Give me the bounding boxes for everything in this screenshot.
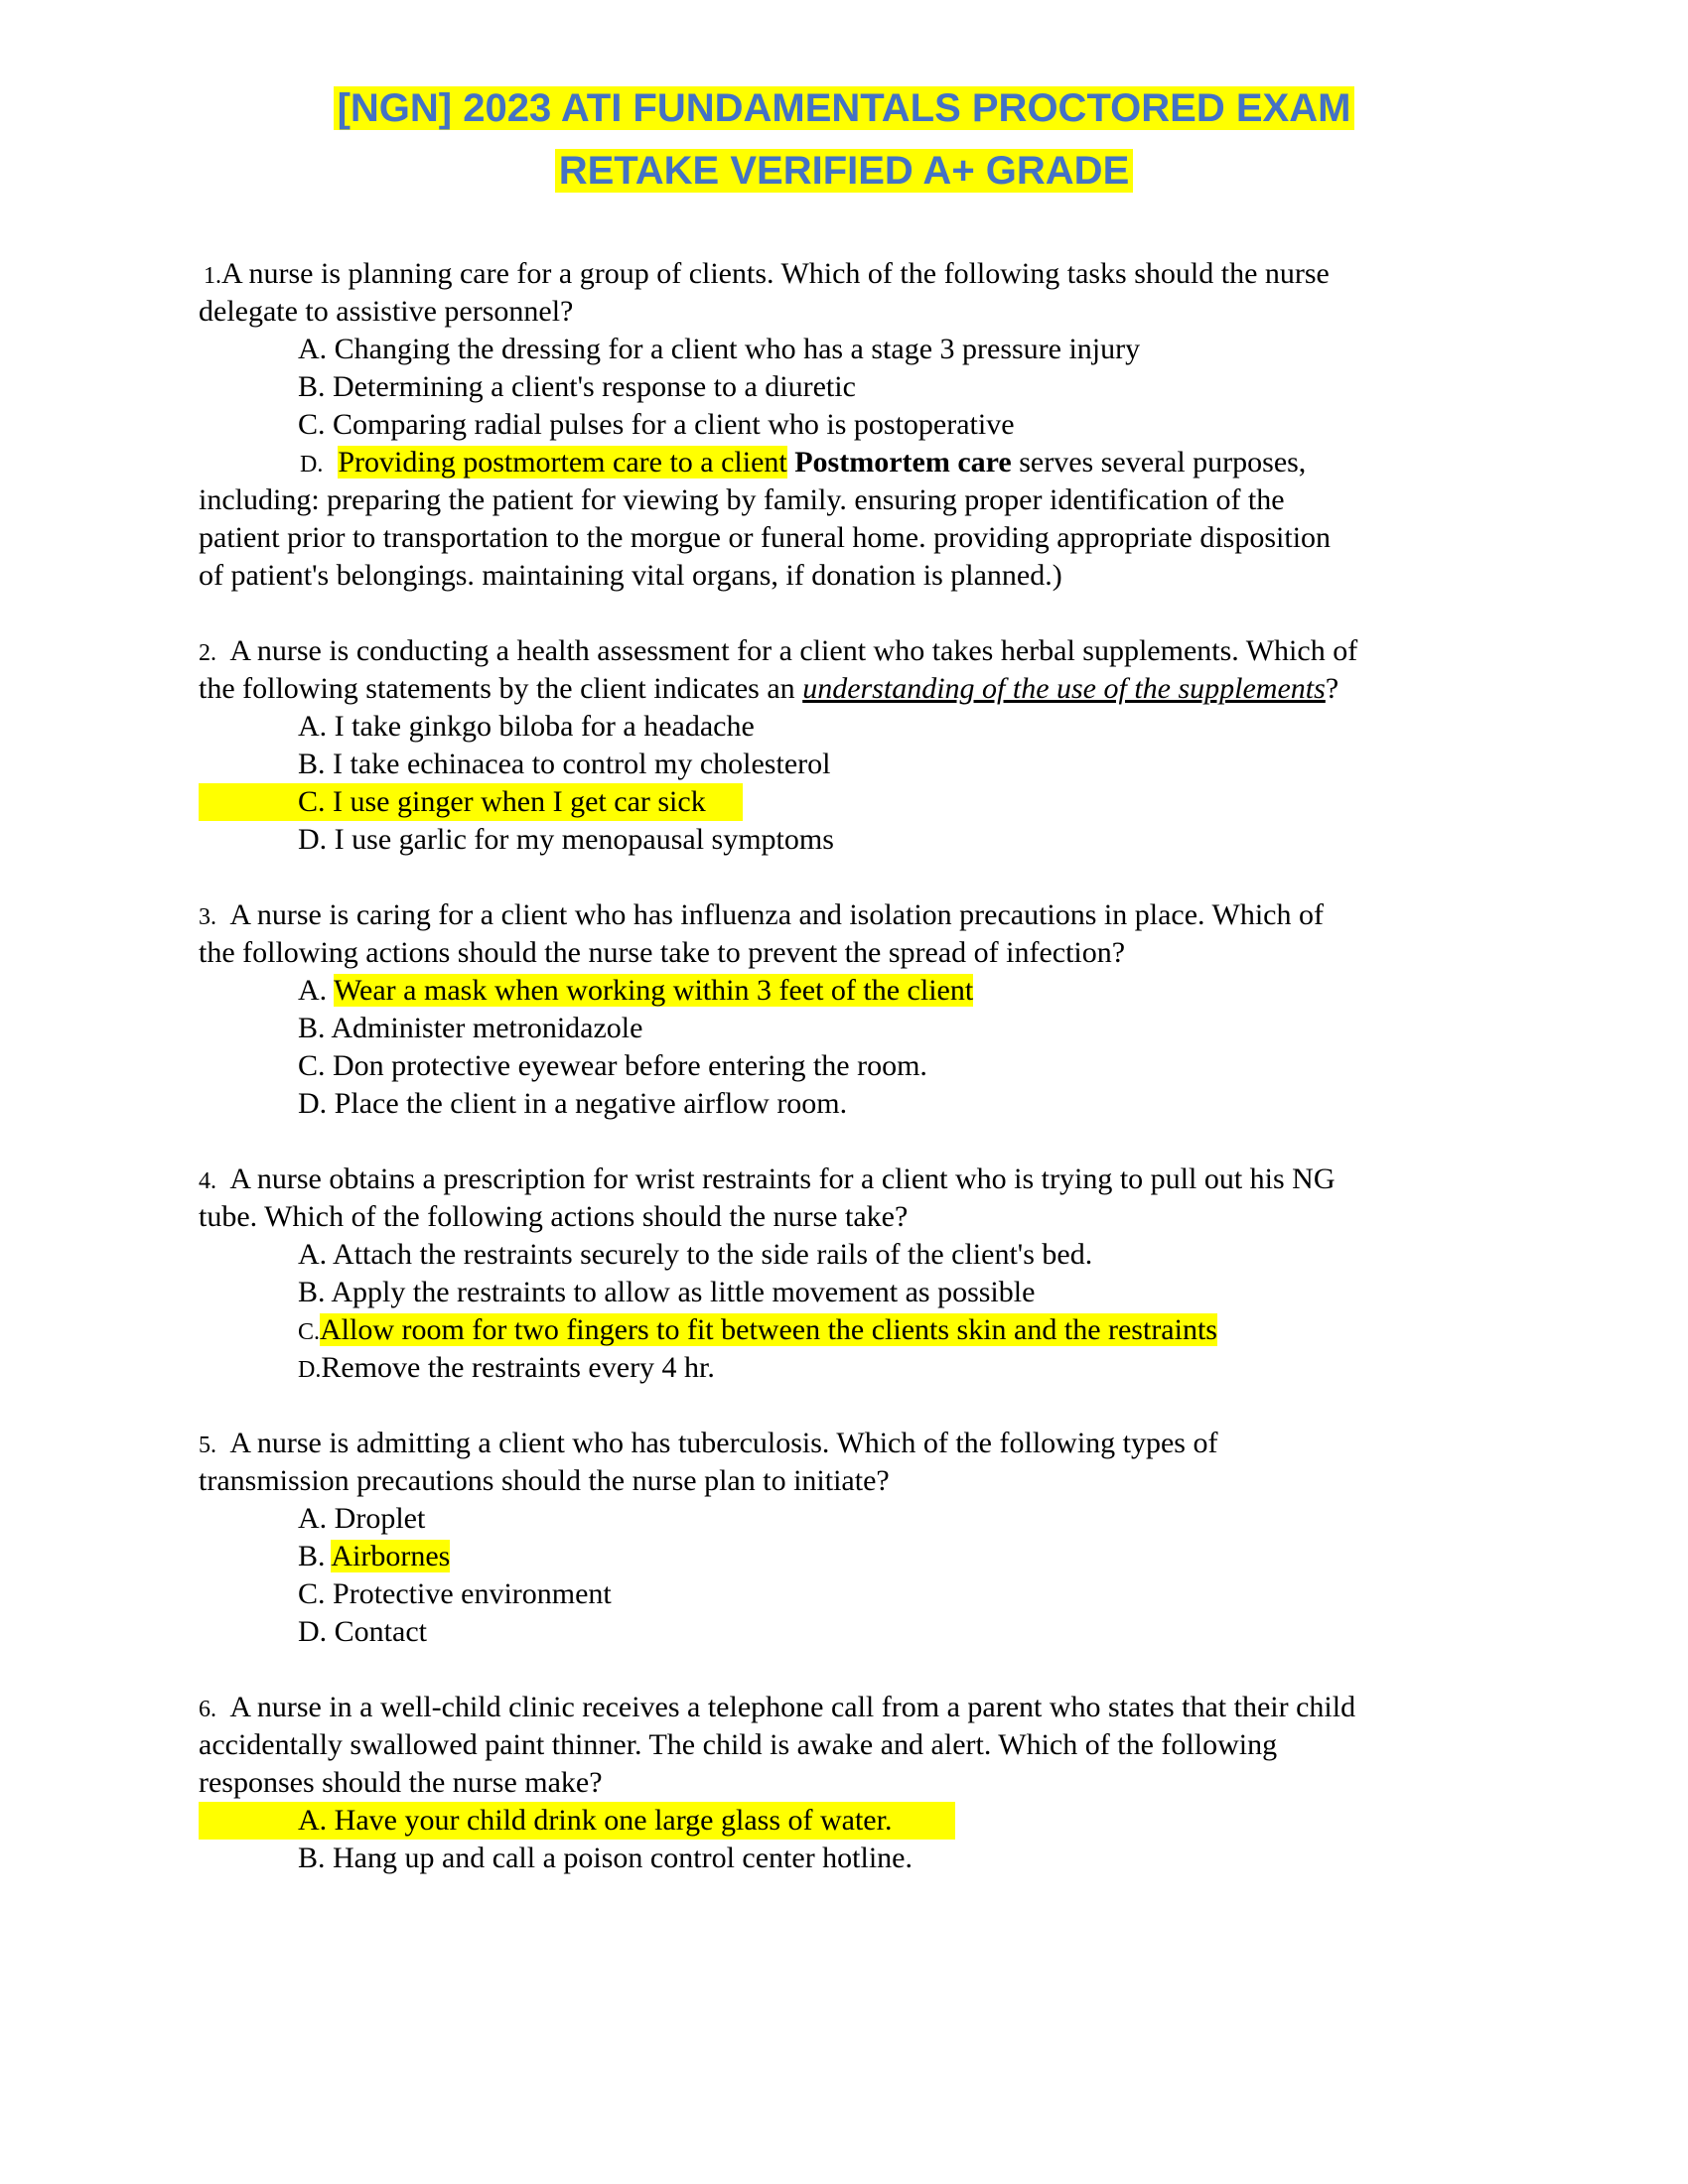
q1-option-d: D. Providing postmortem care to a client Postmortem care serves several purposes, [300, 446, 1307, 478]
q4-option-b: B. Apply the restraints to allow as little movement as possible [298, 1276, 1036, 1308]
q4-stem-line-1: 4. A nurse obtains a prescription for wrist restraints for a client who is trying to pull out his NG [199, 1162, 1336, 1195]
q1-option-b: B. Determining a client's response to a diuretic [298, 370, 856, 403]
q4-option-a: A. Attach the restraints securely to the side rails of the client's bed. [298, 1238, 1093, 1271]
q1-stem-line-2: delegate to assistive personnel? [199, 295, 574, 328]
q6-number: 6. [199, 1697, 216, 1722]
q5-option-d: D. Contact [298, 1615, 427, 1648]
title-line-1: [NGN] 2023 ATI FUNDAMENTALS PROCTORED EXAM [334, 86, 1355, 130]
document-title [0, 77, 1688, 203]
q3-stem-line-1: 3. A nurse is caring for a client who has influenza and isolation precautions in place. Which of [199, 898, 1324, 931]
q5-option-c: C. Protective environment [298, 1577, 612, 1610]
q5-correct-answer: Airbornes [331, 1540, 451, 1572]
q5-option-b: B. Airbornes [298, 1540, 451, 1572]
q5-number: 5. [199, 1433, 216, 1458]
q6-stem-line-2: accidentally swallowed paint thinner. The child is awake and alert. Which of the following [199, 1728, 1278, 1761]
q2-stem-line-1: 2. A nurse is conducting a health assessment for a client who takes herbal supplements. Which of [199, 634, 1358, 667]
q3-correct-answer: Wear a mask when working within 3 feet of the client [334, 974, 974, 1007]
q1-explanation-line-2: patient prior to transportation to the morgue or funeral home. providing appropriate disposition [199, 521, 1332, 554]
q3-option-c: C. Don protective eyewear before entering the room. [298, 1049, 927, 1082]
q1-option-a: A. Changing the dressing for a client who has a stage 3 pressure injury [298, 333, 1141, 365]
q5-option-a: A. Droplet [298, 1502, 426, 1535]
title-line-2: RETAKE VERIFIED A+ GRADE [555, 149, 1134, 193]
q2-option-a: A. I take ginkgo biloba for a headache [298, 710, 755, 743]
q1-explanation-line-3: of patient's belongings. maintaining vital organs, if donation is planned.) [199, 559, 1062, 592]
q1-correct-answer: Providing postmortem care to a client [338, 446, 787, 478]
q3-option-a: A. Wear a mask when working within 3 feet of the client [298, 974, 974, 1007]
q4-number: 4. [199, 1168, 216, 1194]
q6-stem-line-1: 6. A nurse in a well-child clinic receives a telephone call from a parent who states that their child [199, 1691, 1356, 1723]
q5-stem-line-1: 5. A nurse is admitting a client who has tuberculosis. Which of the following types of [199, 1427, 1218, 1459]
q2-stem-line-2: the following statements by the client indicates an understanding of the use of the supplements? [199, 672, 1339, 705]
q5-stem-line-2: transmission precautions should the nurse plan to initiate? [199, 1464, 890, 1497]
q3-option-d: D. Place the client in a negative airflow room. [298, 1087, 848, 1120]
q1-option-c: C. Comparing radial pulses for a client who is postoperative [298, 408, 1015, 441]
q4-option-d: D.Remove the restraints every 4 hr. [298, 1351, 715, 1384]
q6-option-a: A. Have your child drink one large glass of water. [298, 1804, 893, 1837]
q4-stem-line-2: tube. Which of the following actions should the nurse take? [199, 1200, 909, 1233]
q2-option-d: D. I use garlic for my menopausal symptoms [298, 823, 834, 856]
q2-option-c: C. I use ginger when I get car sick [298, 785, 706, 818]
q3-option-b: B. Administer metronidazole [298, 1012, 643, 1044]
q6-stem-line-3: responses should the nurse make? [199, 1766, 603, 1799]
q4-option-c: C.Allow room for two fingers to fit between the clients skin and the restraints [298, 1313, 1217, 1346]
q3-stem-line-2: the following actions should the nurse take to prevent the spread of infection? [199, 936, 1126, 969]
q4-correct-answer: Allow room for two fingers to fit between the clients skin and the restraints [320, 1313, 1217, 1346]
q2-number: 2. [199, 640, 216, 666]
q3-number: 3. [199, 904, 216, 930]
q1-explanation-line-1: including: preparing the patient for viewing by family. ensuring proper identification of the [199, 483, 1285, 516]
q1-number: 1. [204, 263, 221, 289]
q1-stem-line-1: 1.A nurse is planning care for a group of clients. Which of the following tasks should the nurse [204, 257, 1330, 290]
q2-option-b: B. I take echinacea to control my cholesterol [298, 748, 831, 780]
q6-option-b: B. Hang up and call a poison control center hotline. [298, 1842, 913, 1874]
